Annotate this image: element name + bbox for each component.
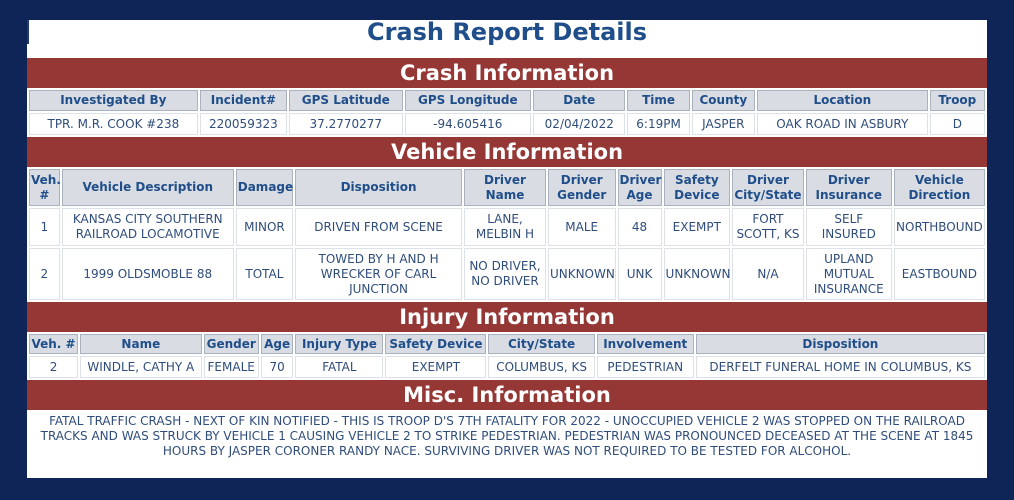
disposition: DRIVEN FROM SCENE — [295, 208, 462, 246]
gps-longitude: -94.605416 — [405, 113, 532, 135]
gps-latitude: 37.2770277 — [289, 113, 402, 135]
crash-information-heading: Crash Information — [27, 58, 987, 88]
injury-information-table — [27, 332, 987, 380]
involvement: PEDESTRIAN — [597, 356, 694, 378]
header-damage: Damage — [236, 169, 293, 206]
header-gender: Gender — [204, 334, 259, 354]
header-age: Age — [261, 334, 294, 354]
vehicle-information-heading: Vehicle Information — [27, 137, 987, 167]
header-driver-insurance: Driver Insurance — [806, 169, 892, 206]
injury-header-row — [29, 334, 985, 354]
header-safety-device: Safety Device — [664, 169, 731, 206]
header-involvement: Involvement — [597, 334, 694, 354]
vehicle-description: 1999 OLDSMOBLE 88 — [62, 248, 234, 300]
driver-age: 48 — [618, 208, 662, 246]
safety-device: EXEMPT — [385, 356, 486, 378]
vehicle-information-table — [27, 167, 987, 302]
driver-city-state: N/A — [732, 248, 804, 300]
header-gps-longitude: GPS Longitude — [405, 90, 532, 111]
header-gps-latitude: GPS Latitude — [289, 90, 402, 111]
veh-number: 1 — [29, 208, 60, 246]
header-veh-number: Veh. # — [29, 334, 78, 354]
header-driver-gender: Driver Gender — [548, 169, 616, 206]
vehicle-row — [29, 248, 985, 300]
troop: D — [930, 113, 985, 135]
header-veh-number: Veh. # — [29, 169, 60, 206]
header-injury-type: Injury Type — [295, 334, 383, 354]
vehicle-header-row — [29, 169, 985, 206]
crash-header-row — [29, 90, 985, 111]
header-incident: Incident# — [200, 90, 287, 111]
vehicle-row — [29, 208, 985, 246]
disposition: TOWED BY H AND H WRECKER OF CARL JUNCTION — [295, 248, 462, 300]
safety-device: EXEMPT — [664, 208, 731, 246]
crash-information-table — [27, 88, 987, 137]
injury-row — [29, 356, 985, 378]
page-title — [27, 20, 987, 58]
county: JASPER — [692, 113, 755, 135]
header-time: Time — [627, 90, 689, 111]
header-driver-name: Driver Name — [464, 169, 546, 206]
veh-number: 2 — [29, 356, 78, 378]
header-driver-age: Driver Age — [618, 169, 662, 206]
driver-insurance: UPLAND MUTUAL INSURANCE — [806, 248, 892, 300]
driver-city-state: FORT SCOTT, KS — [732, 208, 804, 246]
damage: MINOR — [236, 208, 293, 246]
misc-narrative: FATAL TRAFFIC CRASH - NEXT OF KIN NOTIFIED - THIS IS TROOP D'S 7TH FATALITY FOR 2022 - UNOCCUPIED VEHICLE 2 WAS STOPPED ON THE RAILROAD TRACKS AND WAS STRUCK BY VEHICLE 1 CAUSING VEHICLE 2 TO STRIKE PEDESTRIAN. PEDESTRIAN WAS PRONOUNCED DECEASED AT THE SCENE AT 1845 HOURS BY JASPER CORONER RANDY NACE. SURVIVING DRIVER WAS NOT REQUIRED TO BE TESTED FOR ALCOHOL. — [40, 414, 974, 458]
driver-name: LANE, MELBIN H — [464, 208, 546, 246]
header-investigated-by: Investigated By — [29, 90, 198, 111]
damage: TOTAL — [236, 248, 293, 300]
header-date: Date — [533, 90, 625, 111]
header-vehicle-direction: Vehicle Direction — [894, 169, 985, 206]
investigated-by: TPR. M.R. COOK #238 — [29, 113, 198, 135]
header-disposition: Disposition — [696, 334, 985, 354]
crash-date: 02/04/2022 — [533, 113, 625, 135]
crash-report-page — [27, 20, 987, 478]
vehicle-description: KANSAS CITY SOUTHERN RAILROAD LOCAMOTIVE — [62, 208, 234, 246]
driver-age: UNK — [618, 248, 662, 300]
driver-gender: MALE — [548, 208, 616, 246]
age: 70 — [261, 356, 294, 378]
injured-name: WINDLE, CATHY A — [80, 356, 202, 378]
crash-time: 6:19PM — [627, 113, 689, 135]
driver-name: NO DRIVER, NO DRIVER — [464, 248, 546, 300]
header-location: Location — [757, 90, 928, 111]
title-marker — [27, 20, 29, 44]
safety-device: UNKNOWN — [664, 248, 731, 300]
vehicle-direction: EASTBOUND — [894, 248, 985, 300]
header-driver-city-state: Driver City/State — [732, 169, 804, 206]
header-safety-device: Safety Device — [385, 334, 486, 354]
header-name: Name — [80, 334, 202, 354]
header-disposition: Disposition — [295, 169, 462, 206]
page-title-text: Crash Report Details — [366, 20, 648, 46]
veh-number: 2 — [29, 248, 60, 300]
header-city-state: City/State — [488, 334, 594, 354]
driver-gender: UNKNOWN — [548, 248, 616, 300]
crash-row — [29, 113, 985, 135]
gender: FEMALE — [204, 356, 259, 378]
injury-type: FATAL — [295, 356, 383, 378]
location: OAK ROAD IN ASBURY — [757, 113, 928, 135]
driver-insurance: SELF INSURED — [806, 208, 892, 246]
disposition: DERFELT FUNERAL HOME IN COLUMBUS, KS — [696, 356, 985, 378]
header-vehicle-description: Vehicle Description — [62, 169, 234, 206]
city-state: COLUMBUS, KS — [488, 356, 594, 378]
injury-information-heading: Injury Information — [27, 302, 987, 332]
misc-information-heading: Misc. Information — [27, 380, 987, 410]
vehicle-direction: NORTHBOUND — [894, 208, 985, 246]
incident-number: 220059323 — [200, 113, 287, 135]
header-troop: Troop — [930, 90, 985, 111]
header-county: County — [692, 90, 755, 111]
